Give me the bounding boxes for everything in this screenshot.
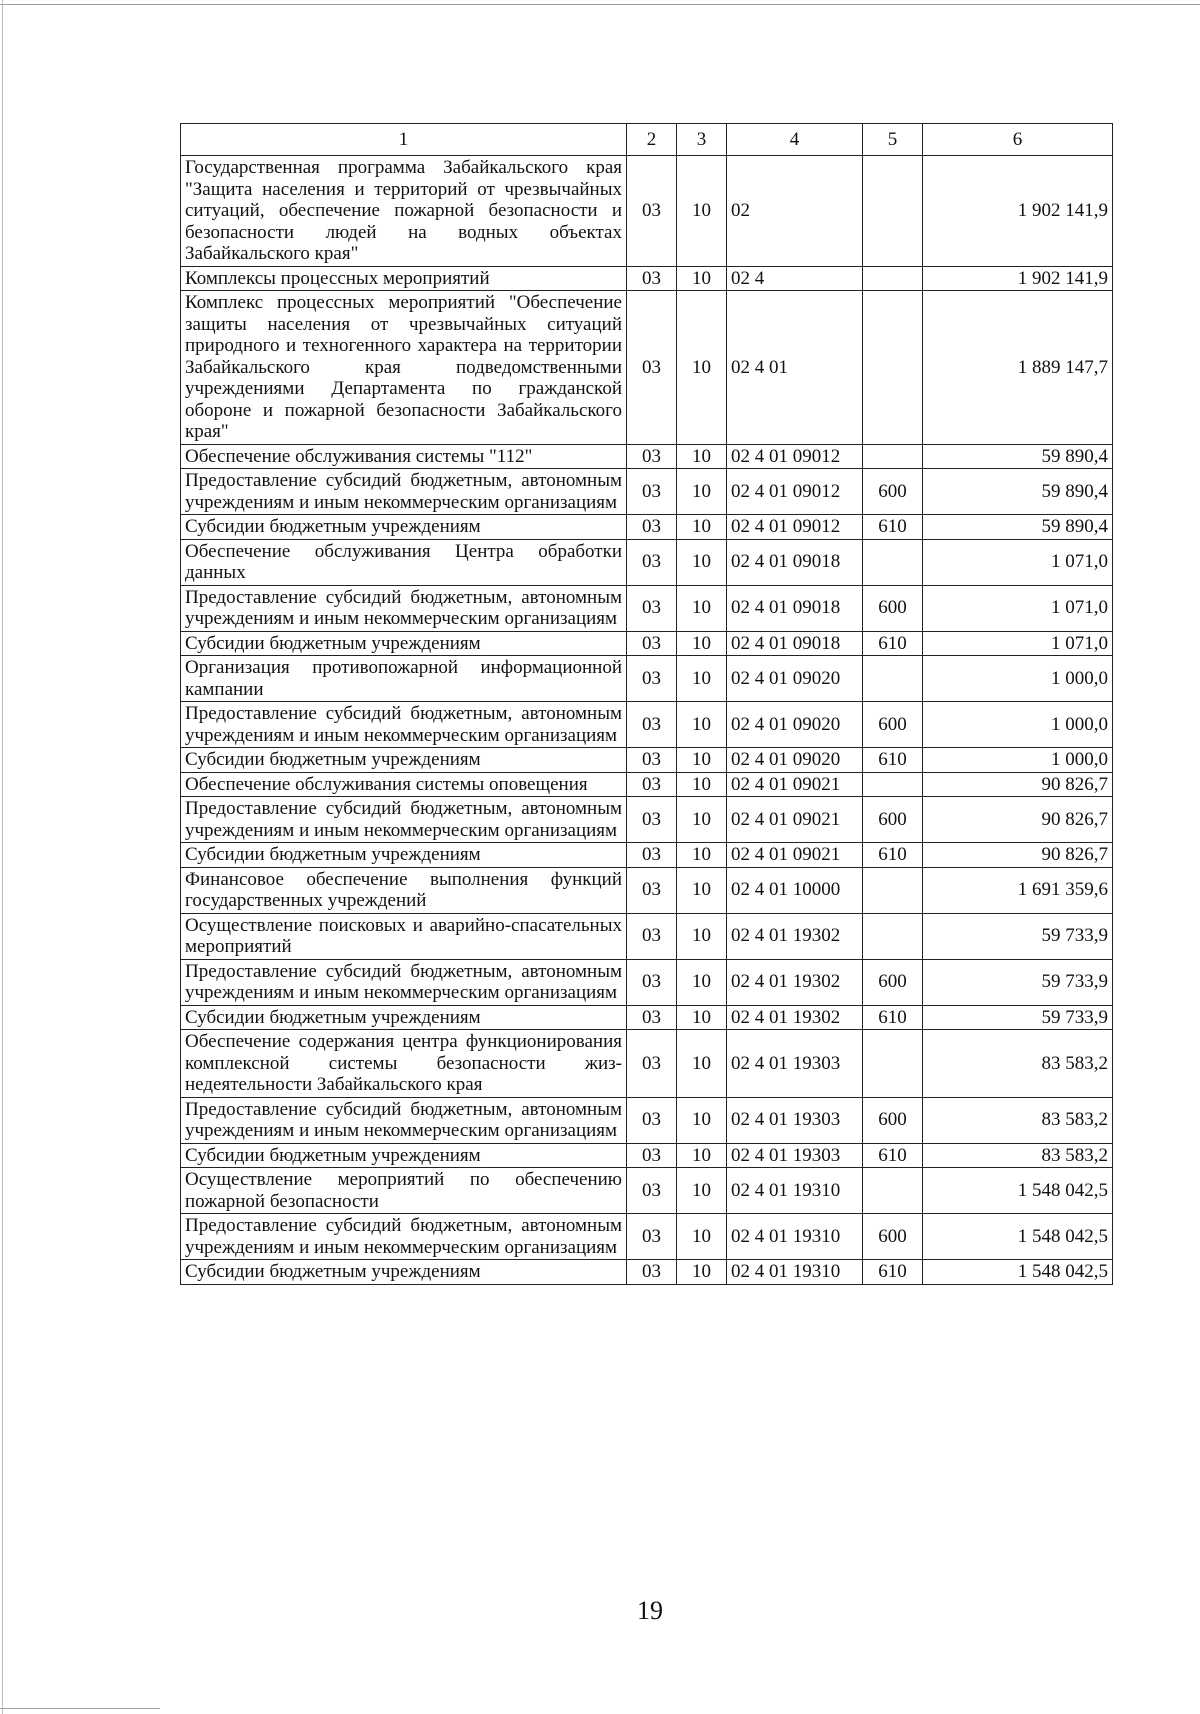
table-row — [181, 656, 1113, 702]
cell-name: Субсидии бюджетным учреждениям — [181, 515, 627, 540]
cell-expense-type: 600 — [863, 959, 923, 1005]
cell-name: Предоставление субсидий бюджетным, автономным учреждениям и иным некоммерческим организациям — [181, 702, 627, 748]
cell-section: 03 — [627, 515, 677, 540]
header-col-1: 1 — [181, 124, 627, 156]
table-row — [181, 291, 1113, 445]
cell-expense-type — [863, 656, 923, 702]
cell-expense-type: 610 — [863, 1260, 923, 1285]
cell-expense-type: 600 — [863, 1097, 923, 1143]
table-row — [181, 867, 1113, 913]
cell-code: 02 — [727, 156, 863, 267]
cell-expense-type: 600 — [863, 797, 923, 843]
table-row — [181, 959, 1113, 1005]
cell-amount: 59 733,9 — [923, 913, 1113, 959]
cell-name: Осуществление мероприятий по обеспечению пожарной безопасности — [181, 1168, 627, 1214]
cell-expense-type: 610 — [863, 1005, 923, 1030]
header-col-3: 3 — [677, 124, 727, 156]
cell-amount: 1 889 147,7 — [923, 291, 1113, 445]
cell-subsection: 10 — [677, 797, 727, 843]
cell-section: 03 — [627, 585, 677, 631]
cell-subsection: 10 — [677, 585, 727, 631]
cell-amount: 59 733,9 — [923, 1005, 1113, 1030]
cell-amount: 90 826,7 — [923, 797, 1113, 843]
cell-section: 03 — [627, 1260, 677, 1285]
header-col-4: 4 — [727, 124, 863, 156]
cell-section: 03 — [627, 748, 677, 773]
budget-table — [180, 123, 1113, 1285]
cell-name: Предоставление субсидий бюджетным, автономным учреждениям и иным некоммерческим организациям — [181, 959, 627, 1005]
cell-code: 02 4 01 09021 — [727, 772, 863, 797]
cell-name: Организация противопожарной информационной кампании — [181, 656, 627, 702]
cell-subsection: 10 — [677, 656, 727, 702]
cell-code: 02 4 01 09012 — [727, 469, 863, 515]
table-row — [181, 539, 1113, 585]
table-row — [181, 585, 1113, 631]
cell-amount: 59 890,4 — [923, 515, 1113, 540]
cell-subsection: 10 — [677, 1097, 727, 1143]
cell-amount: 83 583,2 — [923, 1143, 1113, 1168]
cell-section: 03 — [627, 1214, 677, 1260]
cell-subsection: 10 — [677, 1260, 727, 1285]
cell-section: 03 — [627, 797, 677, 843]
cell-section: 03 — [627, 156, 677, 267]
cell-subsection: 10 — [677, 631, 727, 656]
cell-name: Обеспечение обслуживания системы "112" — [181, 444, 627, 469]
cell-code: 02 4 01 19303 — [727, 1030, 863, 1098]
cell-name: Обеспечение обслуживания системы оповещения — [181, 772, 627, 797]
cell-amount: 1 548 042,5 — [923, 1260, 1113, 1285]
cell-name: Субсидии бюджетным учреждениям — [181, 748, 627, 773]
cell-code: 02 4 01 19310 — [727, 1260, 863, 1285]
cell-name: Субсидии бюджетным учреждениям — [181, 1005, 627, 1030]
cell-subsection: 10 — [677, 444, 727, 469]
cell-name: Предоставление субсидий бюджетным, автономным учреждениям и иным некоммерческим организациям — [181, 585, 627, 631]
cell-code: 02 4 01 19302 — [727, 913, 863, 959]
table-row — [181, 1168, 1113, 1214]
cell-expense-type: 600 — [863, 469, 923, 515]
cell-subsection: 10 — [677, 469, 727, 515]
cell-expense-type: 610 — [863, 1143, 923, 1168]
table-row — [181, 1260, 1113, 1285]
cell-code: 02 4 01 19310 — [727, 1214, 863, 1260]
cell-amount: 90 826,7 — [923, 772, 1113, 797]
cell-amount: 1 691 359,6 — [923, 867, 1113, 913]
cell-section: 03 — [627, 266, 677, 291]
cell-amount: 1 902 141,9 — [923, 156, 1113, 267]
cell-amount: 1 000,0 — [923, 702, 1113, 748]
cell-code: 02 4 01 09020 — [727, 656, 863, 702]
cell-code: 02 4 01 09018 — [727, 539, 863, 585]
cell-name: Обеспечение содержания центра функционирования комплексной системы безопасности жизнедеятельности Забайкальского края — [181, 1030, 627, 1098]
table-row — [181, 913, 1113, 959]
cell-code: 02 4 01 19310 — [727, 1168, 863, 1214]
cell-expense-type: 600 — [863, 702, 923, 748]
cell-section: 03 — [627, 959, 677, 1005]
cell-name: Финансовое обеспечение выполнения функций государственных учреждений — [181, 867, 627, 913]
cell-section: 03 — [627, 631, 677, 656]
cell-name: Комплекс процессных мероприятий "Обеспечение защиты населения от чрезвычайных ситуаций природного и техногенного характера на территории Забайкальского края подведомственными учреждениями Департамента по гражданской обороне и пожарной безопасности Забайкальского края" — [181, 291, 627, 445]
cell-section: 03 — [627, 913, 677, 959]
cell-section: 03 — [627, 539, 677, 585]
cell-name: Государственная программа Забайкальского края "Защита населения и территорий от чрезвычайных ситуаций, обеспечение пожарной безопасности и безопасности людей на водных объектах Забайкальского края" — [181, 156, 627, 267]
cell-subsection: 10 — [677, 1005, 727, 1030]
cell-code: 02 4 — [727, 266, 863, 291]
table-row — [181, 1005, 1113, 1030]
page-number: 19 — [637, 1596, 663, 1625]
cell-section: 03 — [627, 1168, 677, 1214]
cell-subsection: 10 — [677, 772, 727, 797]
cell-expense-type — [863, 291, 923, 445]
cell-section: 03 — [627, 1097, 677, 1143]
cell-subsection: 10 — [677, 1143, 727, 1168]
cell-section: 03 — [627, 1030, 677, 1098]
header-col-5: 5 — [863, 124, 923, 156]
cell-subsection: 10 — [677, 266, 727, 291]
cell-code: 02 4 01 10000 — [727, 867, 863, 913]
cell-code: 02 4 01 19302 — [727, 959, 863, 1005]
table-row — [181, 156, 1113, 267]
cell-subsection: 10 — [677, 156, 727, 267]
cell-name: Субсидии бюджетным учреждениям — [181, 631, 627, 656]
cell-expense-type — [863, 913, 923, 959]
cell-expense-type: 610 — [863, 843, 923, 868]
table-row — [181, 702, 1113, 748]
table-row — [181, 797, 1113, 843]
cell-name: Осуществление поисковых и аварийно-спасательных мероприятий — [181, 913, 627, 959]
cell-section: 03 — [627, 469, 677, 515]
cell-code: 02 4 01 19303 — [727, 1143, 863, 1168]
cell-amount: 1 548 042,5 — [923, 1214, 1113, 1260]
cell-expense-type: 610 — [863, 631, 923, 656]
cell-expense-type — [863, 867, 923, 913]
scan-edge-left — [2, 0, 3, 1714]
cell-expense-type: 600 — [863, 585, 923, 631]
cell-section: 03 — [627, 1005, 677, 1030]
cell-name: Субсидии бюджетным учреждениям — [181, 1260, 627, 1285]
cell-subsection: 10 — [677, 1030, 727, 1098]
cell-subsection: 10 — [677, 291, 727, 445]
cell-amount: 1 000,0 — [923, 748, 1113, 773]
cell-code: 02 4 01 19303 — [727, 1097, 863, 1143]
cell-subsection: 10 — [677, 515, 727, 540]
scan-edge-bottom — [0, 1708, 160, 1709]
cell-expense-type — [863, 772, 923, 797]
cell-code: 02 4 01 09012 — [727, 515, 863, 540]
cell-name: Субсидии бюджетным учреждениям — [181, 1143, 627, 1168]
cell-subsection: 10 — [677, 867, 727, 913]
cell-code: 02 4 01 09018 — [727, 631, 863, 656]
header-col-6: 6 — [923, 124, 1113, 156]
cell-expense-type — [863, 1030, 923, 1098]
cell-name: Комплексы процессных мероприятий — [181, 266, 627, 291]
cell-name: Субсидии бюджетным учреждениям — [181, 843, 627, 868]
cell-expense-type — [863, 444, 923, 469]
cell-section: 03 — [627, 702, 677, 748]
cell-name: Предоставление субсидий бюджетным, автономным учреждениям и иным некоммерческим организациям — [181, 797, 627, 843]
scan-edge-top — [0, 4, 1200, 5]
cell-code: 02 4 01 09021 — [727, 797, 863, 843]
table-row — [181, 772, 1113, 797]
cell-subsection: 10 — [677, 1168, 727, 1214]
cell-expense-type — [863, 539, 923, 585]
cell-amount: 1 071,0 — [923, 585, 1113, 631]
table-row — [181, 266, 1113, 291]
cell-subsection: 10 — [677, 959, 727, 1005]
cell-expense-type — [863, 156, 923, 267]
cell-code: 02 4 01 09018 — [727, 585, 863, 631]
cell-amount: 83 583,2 — [923, 1030, 1113, 1098]
cell-code: 02 4 01 09012 — [727, 444, 863, 469]
table-row — [181, 469, 1113, 515]
table-row — [181, 748, 1113, 773]
table-body — [181, 156, 1113, 1285]
cell-section: 03 — [627, 291, 677, 445]
cell-section: 03 — [627, 1143, 677, 1168]
cell-amount: 59 890,4 — [923, 444, 1113, 469]
cell-subsection: 10 — [677, 539, 727, 585]
table-row — [181, 843, 1113, 868]
table-row — [181, 631, 1113, 656]
cell-amount: 59 890,4 — [923, 469, 1113, 515]
cell-subsection: 10 — [677, 913, 727, 959]
cell-amount: 90 826,7 — [923, 843, 1113, 868]
table-row — [181, 515, 1113, 540]
table-row — [181, 444, 1113, 469]
header-col-2: 2 — [627, 124, 677, 156]
table-row — [181, 1097, 1113, 1143]
cell-subsection: 10 — [677, 748, 727, 773]
table-row — [181, 1030, 1113, 1098]
cell-section: 03 — [627, 867, 677, 913]
cell-amount: 1 548 042,5 — [923, 1168, 1113, 1214]
cell-code: 02 4 01 09020 — [727, 748, 863, 773]
cell-code: 02 4 01 19302 — [727, 1005, 863, 1030]
cell-name: Предоставление субсидий бюджетным, автономным учреждениям и иным некоммерческим организациям — [181, 1097, 627, 1143]
cell-amount: 59 733,9 — [923, 959, 1113, 1005]
cell-expense-type — [863, 1168, 923, 1214]
cell-amount: 1 902 141,9 — [923, 266, 1113, 291]
cell-section: 03 — [627, 656, 677, 702]
cell-expense-type: 610 — [863, 515, 923, 540]
cell-section: 03 — [627, 444, 677, 469]
table-row — [181, 1214, 1113, 1260]
cell-amount: 1 071,0 — [923, 631, 1113, 656]
cell-name: Предоставление субсидий бюджетным, автономным учреждениям и иным некоммерческим организациям — [181, 1214, 627, 1260]
cell-code: 02 4 01 09020 — [727, 702, 863, 748]
cell-expense-type — [863, 266, 923, 291]
cell-expense-type: 610 — [863, 748, 923, 773]
cell-expense-type: 600 — [863, 1214, 923, 1260]
cell-code: 02 4 01 — [727, 291, 863, 445]
header-row — [181, 124, 1113, 156]
cell-amount: 83 583,2 — [923, 1097, 1113, 1143]
cell-amount: 1 000,0 — [923, 656, 1113, 702]
cell-code: 02 4 01 09021 — [727, 843, 863, 868]
table-row — [181, 1143, 1113, 1168]
cell-name: Предоставление субсидий бюджетным, автономным учреждениям и иным некоммерческим организациям — [181, 469, 627, 515]
cell-subsection: 10 — [677, 702, 727, 748]
cell-name: Обеспечение обслуживания Центра обработки данных — [181, 539, 627, 585]
cell-section: 03 — [627, 772, 677, 797]
cell-section: 03 — [627, 843, 677, 868]
cell-subsection: 10 — [677, 843, 727, 868]
cell-amount: 1 071,0 — [923, 539, 1113, 585]
cell-subsection: 10 — [677, 1214, 727, 1260]
